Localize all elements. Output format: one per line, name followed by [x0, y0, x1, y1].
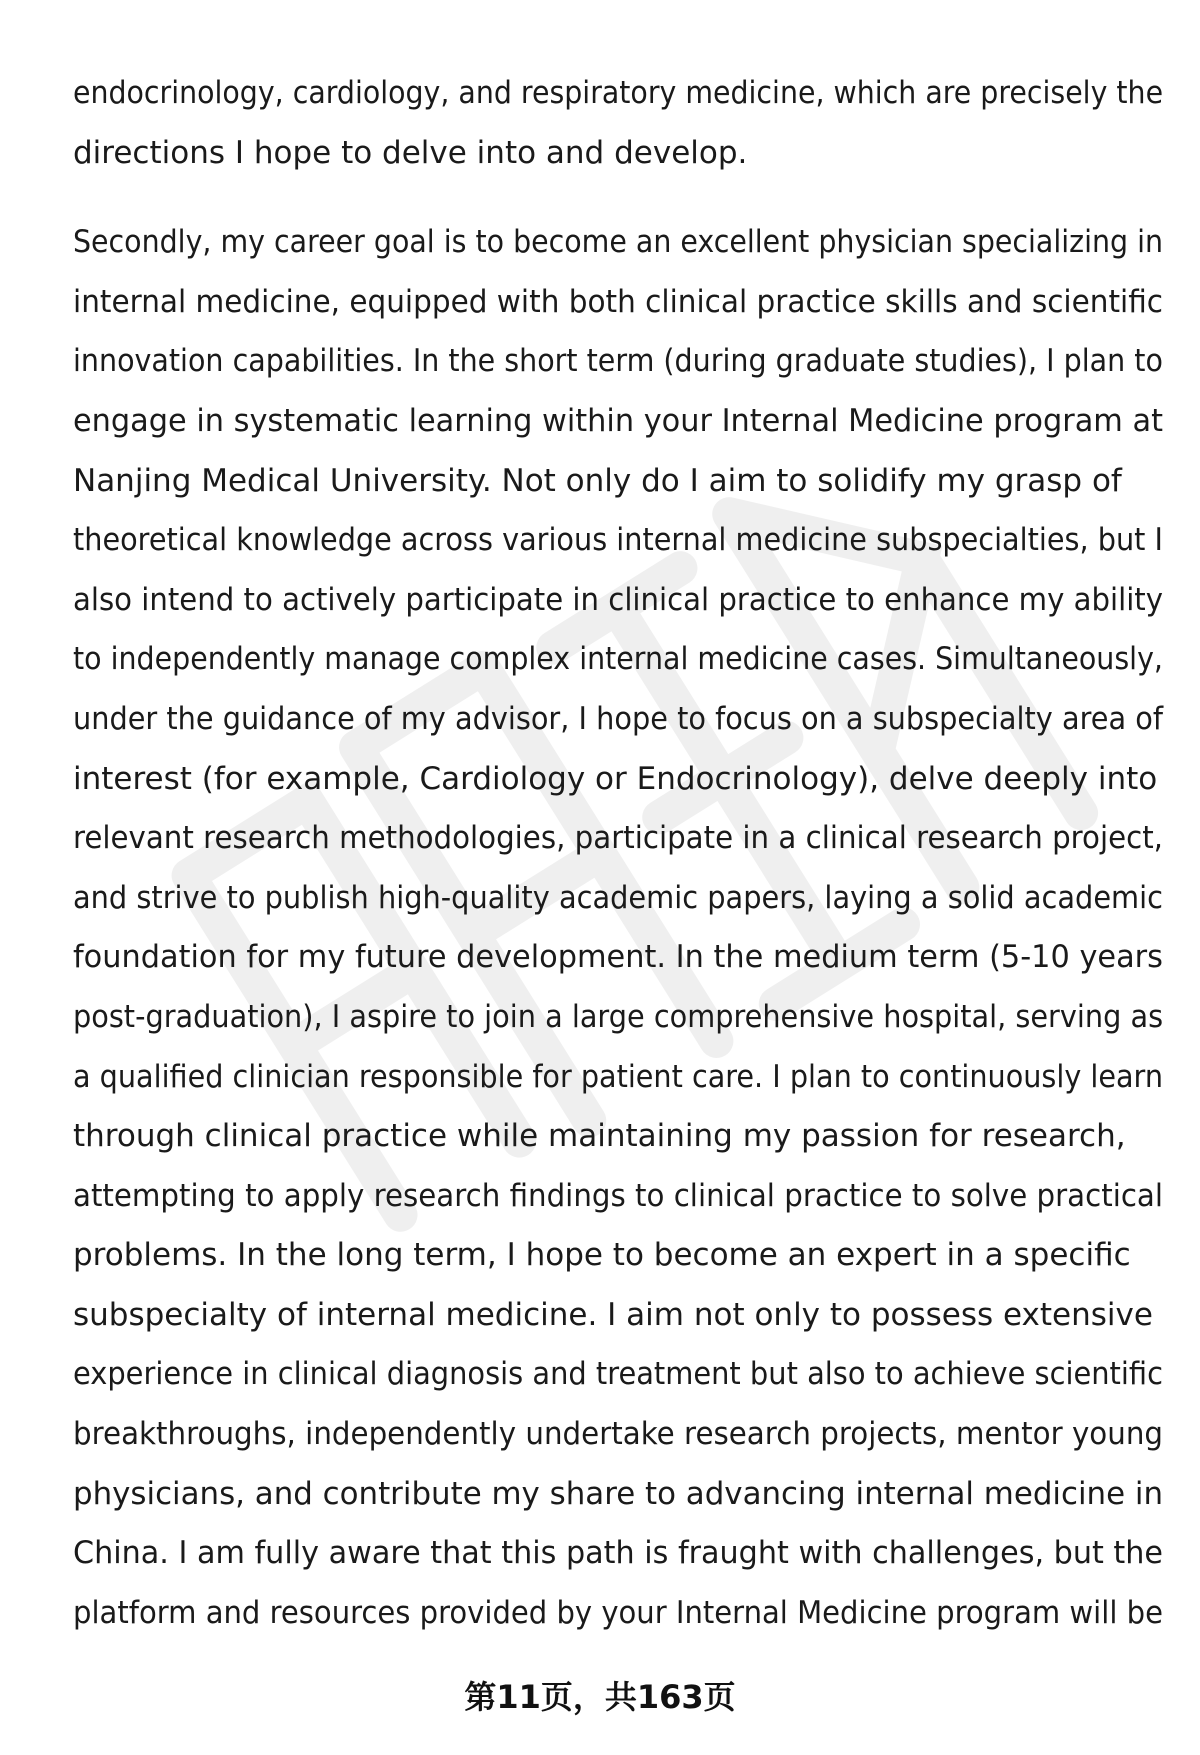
text-line: problems. In the long term, I hope to become an expert in a specific	[73, 1237, 1131, 1274]
text-line: platform and resources provided by your Internal Medicine program will be	[73, 1594, 1163, 1631]
text-line: relevant research methodologies, participate in a clinical research project,	[73, 820, 1163, 857]
text-line: post-graduation), I aspire to join a large comprehensive hospital, serving as	[73, 998, 1164, 1035]
text-line: Secondly, my career goal is to become an excellent physician specializing in	[73, 224, 1164, 261]
document-body	[73, 64, 1163, 1643]
text-line: to independently manage complex internal medicine cases. Simultaneously,	[73, 641, 1163, 678]
text-line: through clinical practice while maintaining my passion for research,	[73, 1118, 1126, 1155]
text-line: internal medicine, equipped with both clinical practice skills and scientific	[73, 283, 1164, 320]
text-line: interest (for example, Cardiology or Endocrinology), delve deeply into	[73, 760, 1158, 797]
text-line: attempting to apply research findings to clinical practice to solve practical	[73, 1177, 1164, 1214]
text-line: breakthroughs, independently undertake research projects, mentor young	[73, 1416, 1164, 1453]
text-line: theoretical knowledge across various internal medicine subspecialties, but I	[73, 522, 1163, 559]
text-line: under the guidance of my advisor, I hope to focus on a subspecialty area of	[73, 700, 1163, 737]
text-line: China. I am fully aware that this path is fraught with challenges, but the	[73, 1535, 1163, 1572]
text-line: physicians, and contribute my share to advancing internal medicine in	[73, 1475, 1164, 1512]
text-line: and strive to publish high-quality academic papers, laying a solid academic	[73, 879, 1163, 916]
text-line: foundation for my future development. In the medium term (5-10 years	[73, 939, 1163, 976]
text-line: endocrinology, cardiology, and respiratory medicine, which are precisely the	[73, 75, 1164, 111]
text-line: innovation capabilities. In the short term (during graduate studies), I plan to	[73, 343, 1163, 380]
text-line: also intend to actively participate in clinical practice to enhance my ability	[73, 581, 1164, 618]
text-line: a qualified clinician responsible for patient care. I plan to continuously learn	[73, 1058, 1164, 1095]
text-line: engage in systematic learning within your Internal Medicine program at	[73, 402, 1164, 439]
text-line: subspecialty of internal medicine. I aim not only to possess extensive	[73, 1296, 1153, 1333]
page-number-footer: 第11页，共163页	[464, 1678, 736, 1716]
text-line: experience in clinical diagnosis and treatment but also to achieve scientific	[73, 1356, 1163, 1393]
text-line: Nanjing Medical University. Not only do I aim to solidify my grasp of	[73, 462, 1122, 499]
paragraph-2	[73, 213, 1163, 1643]
paragraph-1	[73, 64, 1163, 183]
text-line: directions I hope to delve into and develop.	[73, 134, 748, 171]
